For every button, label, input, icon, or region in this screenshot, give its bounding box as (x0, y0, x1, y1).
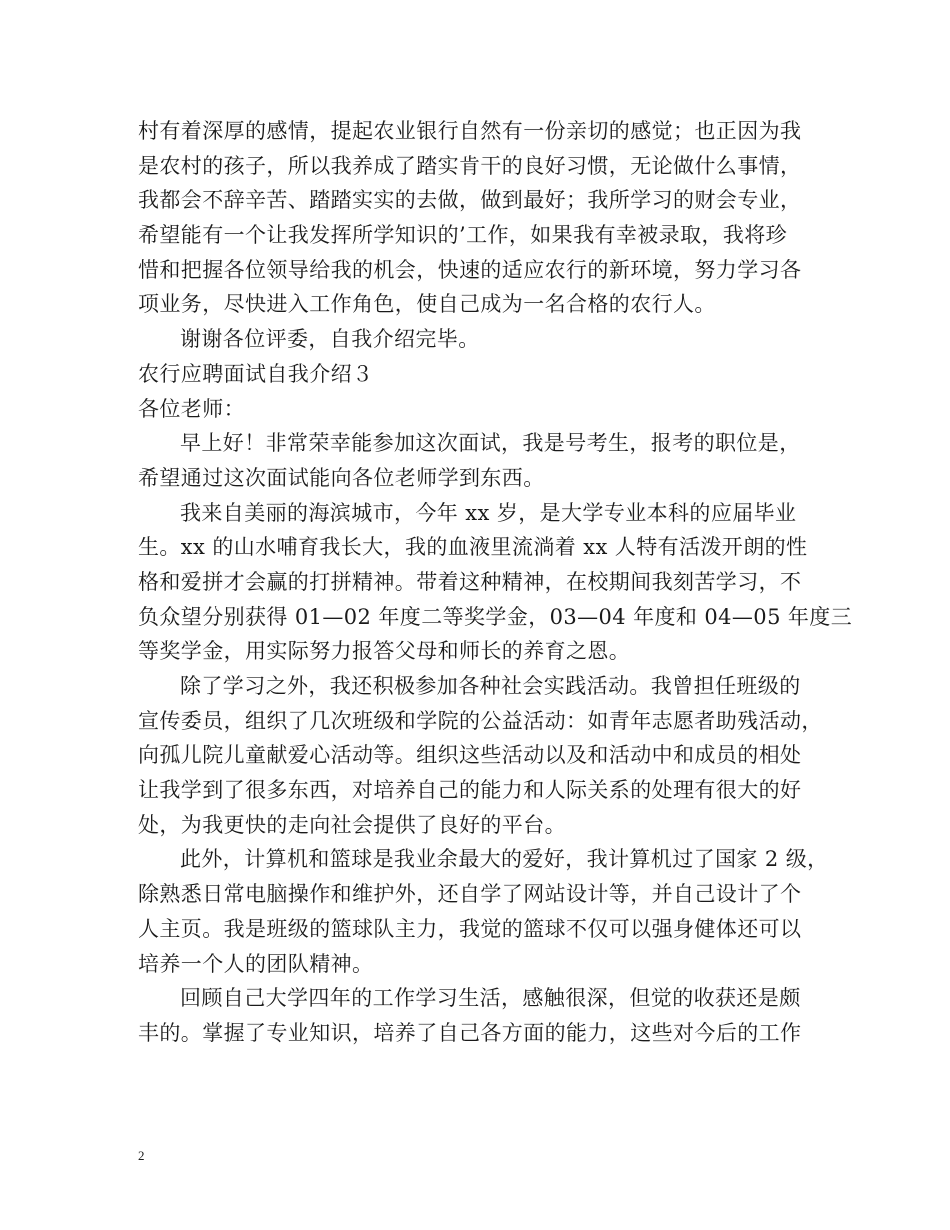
text-line: 向孤儿院儿童献爱心活动等。组织这些活动以及和活动中和成员的相处 (138, 743, 802, 768)
text-line: 让我学到了很多东西，对培养自己的能力和人际关系的处理有很大的好 (138, 778, 802, 803)
text-line: 培养一个人的团队精神。 (138, 951, 374, 976)
text-line: 丰的。掌握了专业知识，培养了自己各方面的能力，这些对今后的工作 (138, 1020, 802, 1045)
page-number: 2 (138, 1148, 145, 1163)
text-line: 此外，计算机和篮球是我业余最大的爱好，我计算机过了国家 2 级， (180, 847, 829, 872)
text-line: 等奖学金，用实际努力报答父母和师长的养育之恩。 (138, 639, 631, 664)
text-line: 除熟悉日常电脑操作和维护外，还自学了网站设计等，并自己设计了个 (138, 882, 802, 907)
text-line: 格和爱拼才会赢的打拼精神。带着这种精神，在校期间我刻苦学习，不 (138, 569, 802, 594)
text-line: 处，为我更快的走向社会提供了良好的平台。 (138, 812, 566, 837)
text-line: 生。xx 的山水哺育我长大，我的血液里流淌着 xx 人特有活泼开朗的性 (138, 535, 808, 560)
salutation: 各位老师： (138, 396, 245, 421)
text-line: 早上好！非常荣幸能参加这次面试，我是号考生，报考的职位是， (180, 431, 801, 456)
text-line: 人主页。我是班级的篮球队主力，我觉的篮球不仅可以强身健体还可以 (138, 916, 802, 941)
section-heading: 农行应聘面试自我介绍３ (138, 361, 374, 386)
text-line: 除了学习之外，我还积极参加各种社会实践活动。我曾担任班级的 (180, 674, 801, 698)
text-line: 负众望分别获得 01—02 年度二等奖学金，03—04 年度和 04—05 年度三 (138, 604, 853, 629)
document-body (138, 114, 853, 1051)
text-line: 我都会不辞辛苦、踏踏实实的去做，做到最好；我所学习的财会专业， (138, 188, 802, 213)
text-line: 是农村的孩子，所以我养成了踏实肯干的良好习惯，无论做什么事情， (138, 153, 802, 178)
text-line: 宣传委员，组织了几次班级和学院的公益活动：如青年志愿者助残活动， (138, 708, 823, 733)
text-line: 谢谢各位评委，自我介绍完毕。 (180, 327, 480, 352)
text-line: 希望能有一个让我发挥所学知识的’工作，如果我有幸被录取，我将珍 (138, 223, 788, 248)
text-line: 回顾自己大学四年的工作学习生活，感触很深，但觉的收获还是颇 (180, 986, 801, 1011)
text-line: 我来自美丽的海滨城市，今年 xx 岁，是大学专业本科的应届毕业 (180, 500, 797, 525)
text-line: 希望通过这次面试能向各位老师学到东西。 (138, 465, 545, 490)
text-line: 惜和把握各位领导给我的机会，快速的适应农行的新环境，努力学习各 (138, 257, 802, 282)
text-line: 村有着深厚的感情，提起农业银行自然有一份亲切的感觉；也正因为我 (138, 119, 802, 143)
text-line: 项业务，尽快进入工作角色，使自己成为一名合格的农行人。 (138, 292, 716, 317)
